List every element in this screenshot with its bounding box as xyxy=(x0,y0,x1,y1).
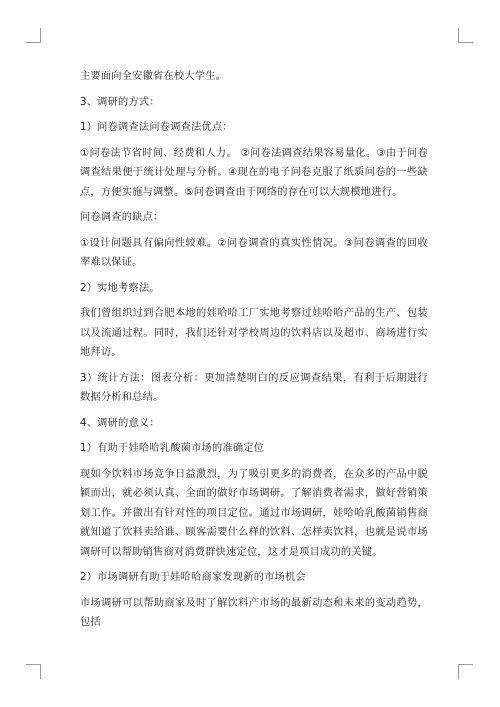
paragraph-questionnaire-advantages: ①问卷法节省时间、经费和人力。 ②问卷法调查结果容易量化。③由于问卷调查结果便于统计处理与分析。④现在的电子问卷克服了纸质问卷的一些缺点，方便实施与调整。⑤问卷调查由于网络的存在可以大规模地进行。 xyxy=(80,147,428,198)
heading-survey-significance: 4、调研的意义： xyxy=(80,417,160,429)
document-body xyxy=(80,67,428,639)
paragraph-market-opportunity: 市场调研可以帮助商家及时了解饮料产市场的最新动态和未来的变动趋势，包括 xyxy=(80,597,428,629)
heading-survey-methods: 3、调研的方式： xyxy=(80,96,160,108)
paragraph-market-positioning: 现如今饮料市场竞争日益激烈，为了吸引更多的消费者，在众多的产品中脱颖而出，就必须认真、全面的做好市场调研。了解消费者需求，做好营销策划工作。并做出有针对性的项目定位。通过市场调研，娃哈哈乳酸菌销售商就知道了饮料卖给谁、顾客需要什么样的饮料、怎样卖饮料，也就是说市场调研可以帮助销售商对消费群快速定位，这才是项目成功的关键。 xyxy=(80,468,428,558)
crop-mark-top-right xyxy=(458,28,473,43)
heading-field-study: 2）实地考察法。 xyxy=(80,282,160,294)
heading-questionnaire-advantages: 1）问卷调查法问卷调查法优点： xyxy=(80,122,233,134)
crop-mark-bottom-left xyxy=(26,664,41,679)
crop-mark-top-left xyxy=(26,28,41,43)
heading-questionnaire-disadvantages: 问卷调查的缺点： xyxy=(80,212,164,224)
heading-market-opportunity: 2）市场调研有助于娃哈哈商家发现新的市场机会 xyxy=(80,572,306,584)
paragraph-target-audience: 主要面向全安徽省在校大学生。 xyxy=(80,71,227,82)
heading-market-positioning: 1）有助于娃哈哈乳酸菌市场的准确定位 xyxy=(80,443,265,455)
crop-mark-bottom-right xyxy=(458,664,473,679)
paragraph-field-study: 我们曾组织过到合肥本地的娃哈哈工厂实地考察过娃哈哈产品的生产、包装以及流通过程。同时，我们还针对学校周边的饮料店以及超市、商场进行实地拜访。 xyxy=(80,308,428,359)
paragraph-statistics-method: 3）统计方法：图表分析：更加清楚明白的反应调查结果，有利于后期进行数据分析和总结。 xyxy=(80,372,428,404)
paragraph-questionnaire-disadvantages: ①设计问题具有偏向性较难。②问卷调查的真实性情况。③问卷调查的回收率难以保证。 xyxy=(80,237,428,269)
